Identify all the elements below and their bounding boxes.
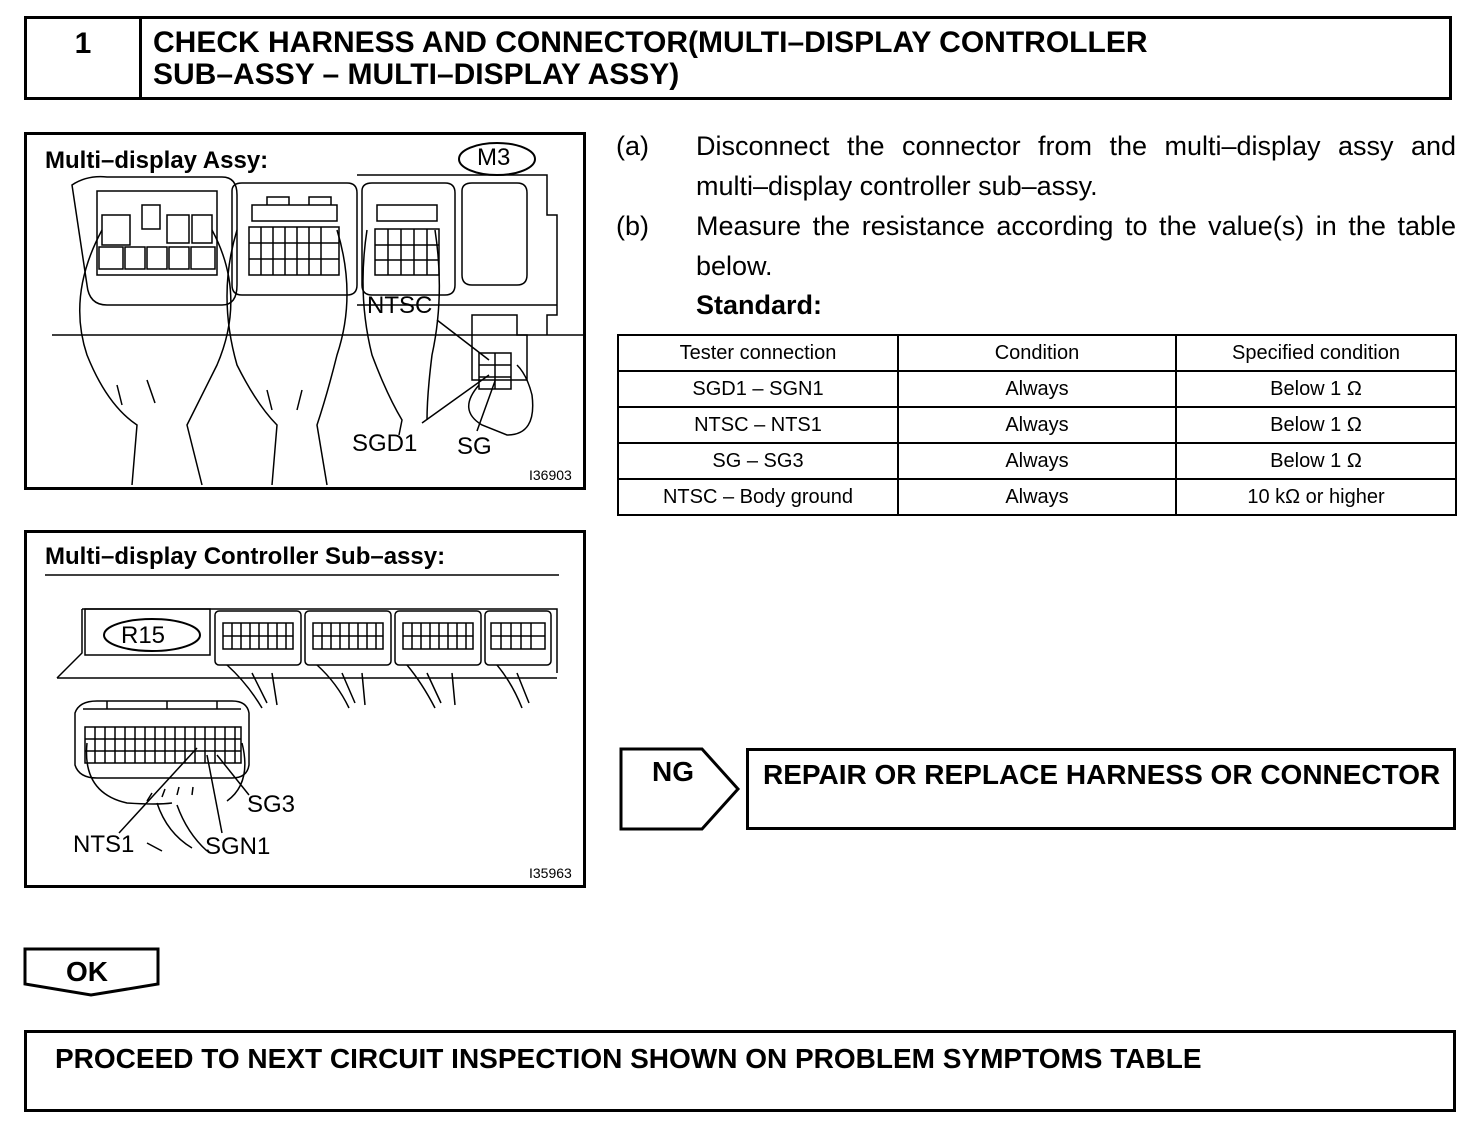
figure2-id: I35963 xyxy=(529,865,572,881)
instruction-b-tag: (b) xyxy=(616,211,649,241)
table-cell: NTSC – Body ground xyxy=(618,479,898,515)
ok-label: OK xyxy=(66,956,108,987)
table-header-cell: Condition xyxy=(898,335,1176,371)
table-cell: Always xyxy=(898,371,1176,407)
table-cell: Always xyxy=(898,479,1176,515)
instruction-a-text: Disconnect the connector from the multi–display assy and multi–display controller sub–assy. xyxy=(696,131,1456,201)
sgd1-label: SGD1 xyxy=(352,430,418,457)
table-cell: SG – SG3 xyxy=(618,443,898,479)
figure-multi-display-assy xyxy=(24,132,586,490)
next-step-text: PROCEED TO NEXT CIRCUIT INSPECTION SHOWN ON PROBLEM SYMPTOMS TABLE xyxy=(55,1043,1202,1074)
table-row xyxy=(618,407,1456,443)
instruction-b-text: Measure the resistance according to the value(s) in the table below. xyxy=(696,211,1456,281)
sg-label: SG xyxy=(457,433,492,460)
step-number: 1 xyxy=(27,19,142,97)
table-cell: NTSC – NTS1 xyxy=(618,407,898,443)
table-row xyxy=(618,443,1456,479)
figure1-title: Multi–display Assy: xyxy=(45,147,269,174)
ng-result-box xyxy=(746,748,1456,830)
step-title-line1: CHECK HARNESS AND CONNECTOR(MULTI–DISPLAY CONTROLLER xyxy=(153,26,1148,59)
ntsc-label: NTSC xyxy=(367,292,433,319)
nts1-label: NTS1 xyxy=(73,831,135,858)
figure1-id: I36903 xyxy=(529,467,572,483)
table-cell: 10 kΩ or higher xyxy=(1176,479,1456,515)
table-cell: Always xyxy=(898,443,1176,479)
table-header-cell: Tester connection xyxy=(618,335,898,371)
table-cell: Below 1 Ω xyxy=(1176,371,1456,407)
table-cell: Below 1 Ω xyxy=(1176,443,1456,479)
table-cell: Always xyxy=(898,407,1176,443)
figure2-title: Multi–display Controller Sub–assy: xyxy=(45,543,446,570)
connector-r15-label: R15 xyxy=(121,622,166,649)
sg3-label: SG3 xyxy=(247,791,296,818)
ng-label: NG xyxy=(652,756,694,787)
instruction-a xyxy=(616,126,1458,206)
instruction-b xyxy=(616,206,1458,286)
table-header-row xyxy=(618,335,1456,371)
table-row xyxy=(618,371,1456,407)
ng-result-text: REPAIR OR REPLACE HARNESS OR CONNECTOR xyxy=(763,759,1441,790)
table-header-cell: Specified condition xyxy=(1176,335,1456,371)
multi-display-connector-drawing xyxy=(27,135,583,487)
step-title-line2: SUB–ASSY – MULTI–DISPLAY ASSY) xyxy=(153,58,680,91)
table-row xyxy=(618,479,1456,515)
next-step-box xyxy=(24,1030,1456,1112)
table-cell: Below 1 Ω xyxy=(1176,407,1456,443)
connector-m3-label: M3 xyxy=(477,144,511,171)
step-header xyxy=(24,16,1452,100)
standard-label: Standard: xyxy=(696,290,823,320)
table-cell: SGD1 – SGN1 xyxy=(618,371,898,407)
step-title xyxy=(153,27,1433,91)
sgn1-label: SGN1 xyxy=(205,833,271,860)
resistance-spec-table xyxy=(617,334,1457,516)
figure-multi-display-controller xyxy=(24,530,586,888)
instruction-a-tag: (a) xyxy=(616,131,649,161)
